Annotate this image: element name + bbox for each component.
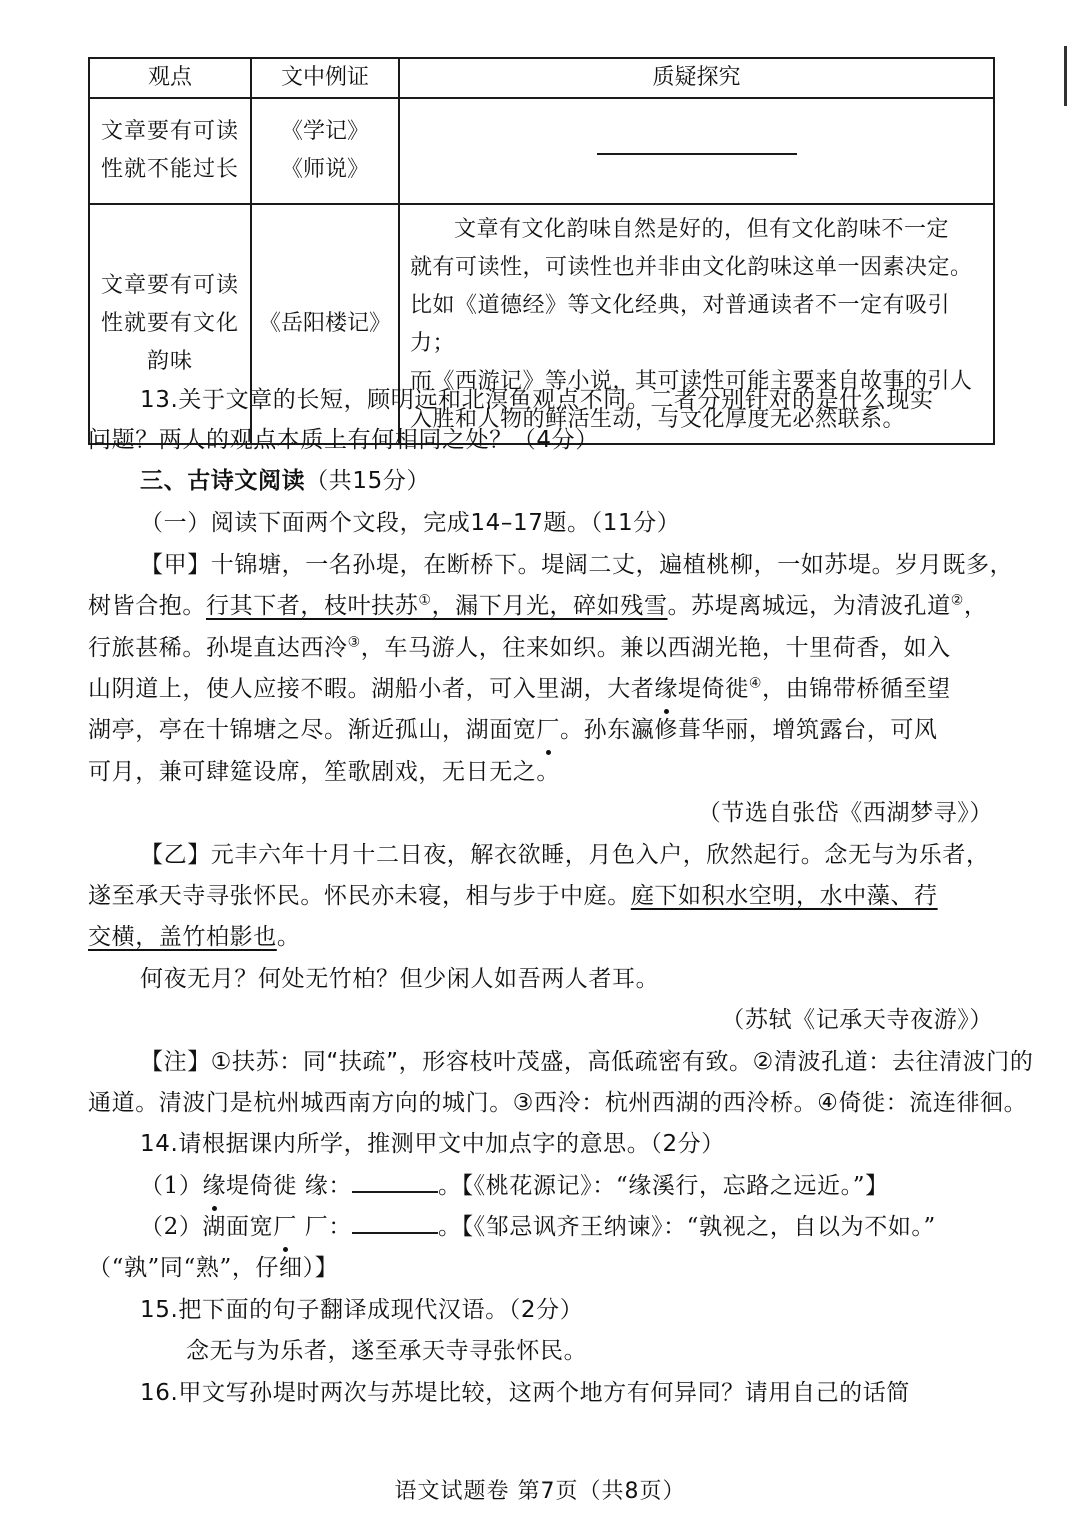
inquiry-line: 就有可读性，可读性也并非由文化韵味这单一因素决定。 <box>410 255 973 280</box>
header-evidence: 文中例证 <box>251 58 399 98</box>
passage-a-source: （节选自张岱《西湖梦寻》） <box>697 800 993 826</box>
passage-a-line: 行旅甚稀。孙堤直达西泠③，车马游人，往来如织。兼以西湖光艳，十里荷香，如入 <box>88 634 951 661</box>
header-inquiry: 质疑探究 <box>399 58 994 98</box>
section-3-score: （共15分） <box>305 468 431 494</box>
underlined-sentence: 行其下者，枝叶扶苏①，漏下月光，碎如残雪 <box>206 592 668 619</box>
page-footer: 语文试题卷 第7页（共8页） <box>394 1479 686 1504</box>
inquiry-line: 文章有文化韵味自然是好的，但有文化韵味不一定 <box>454 217 950 242</box>
question-14-item-2: （2）湖面宽厂 厂： 。【《邹忌讽齐王纳谏》：“孰视之，自以为不如。” <box>140 1210 993 1244</box>
page-edge-mark <box>1064 46 1067 106</box>
notes-line: 【注】①扶苏：同“扶疏”，形容枝叶茂盛，高低疏密有致。②清波孔道：去往清波门的 <box>140 1049 1034 1075</box>
passage-a-line: 湖亭，亭在十锦塘之尽。渐近孤山，湖面宽厂。孙东瀛修葺华丽，增筑露台，可风 <box>88 713 993 747</box>
passage-b-source: （苏轼《记承天寺夜游》） <box>721 1007 993 1033</box>
inquiry-line: 比如《道德经》等文化经典，对普通读者不一定有吸引力； <box>410 293 951 356</box>
question-14-item-1: （1）缘堤倚徙 缘： 。【《桃花源记》：“缘溪行，忘路之远近。”】 <box>140 1169 993 1203</box>
passage-a-line: 【甲】十锦塘，一名孙堤，在断桥下。堤阔二丈，遍植桃柳，一如苏堤。岁月既多， <box>140 552 1014 578</box>
passage-b-line: 何夜无月？何处无竹柏？但少闲人如吾两人者耳。 <box>140 966 660 992</box>
section-3-heading <box>140 464 993 498</box>
passage-b-line: 【乙】元丰六年十月十二日夜，解衣欲睡，月色入户，欣然起行。念无与为乐者， <box>140 842 990 868</box>
question-14-title: 14.请根据课内所学，推测甲文中加点字的意思。（2分） <box>140 1131 725 1157</box>
underlined-sentence: 庭下如积水空明，水中藻、荇 <box>630 883 938 909</box>
question-13-line1: 13.关于文章的长短，顾明远和北溟鱼观点不同。二者分别针对的是什么现实 <box>140 387 934 413</box>
inquiry-line: 而《西游记》等小说，其可读性可能主要来自故事的引人 <box>410 369 973 394</box>
passage-a-line: 可月，兼可肆筵设席，笙歌剧戏，无日无之。 <box>88 759 560 785</box>
passage-a-line: 山阴道上，使人应接不暇。湖船小者，可入里湖，大者缘堤倚徙④，由锦带桥循至望 <box>88 672 993 706</box>
answer-blank-line[interactable] <box>597 153 797 155</box>
question-14-item-2-cont: （“孰”同“熟”，仔细）】 <box>88 1255 339 1281</box>
question-16-line1: 16.甲文写孙堤时两次与苏堤比较，这两个地方有何异同？请用自己的话简 <box>140 1380 910 1406</box>
question-13-line2: 问题？两人的观点本质上有何相同之处？（4分） <box>88 427 599 453</box>
view-text: 性就要有文化 <box>100 311 239 336</box>
evidence-text: 《学记》 <box>280 119 369 144</box>
emphasis-dot-char: 缘 <box>202 1169 226 1203</box>
emphasis-dot-char: 缘 <box>654 672 678 706</box>
emphasis-dot-char: 厂 <box>536 713 560 747</box>
notes-line: 通道。清波门是杭州城西南方向的城门。③西泠：杭州西湖的西泠桥。④倚徙：流连徘徊。 <box>88 1090 1028 1116</box>
emphasis-dot-char: 厂 <box>273 1210 297 1244</box>
view-cell <box>89 98 251 204</box>
evidence-text: 《岳阳楼记》 <box>258 311 391 336</box>
passage-b-line: 遂至承天寺寻张怀民。怀民亦未寝，相与步于中庭。庭下如积水空明，水中藻、荇 <box>88 883 938 909</box>
inquiry-line: 入胜和人物的鲜活生动，与文化厚度无必然联系。 <box>410 407 906 432</box>
question-15-sentence: 念无与为乐者，遂至承天寺寻张怀民。 <box>186 1338 588 1364</box>
view-text: 性就不能过长 <box>100 157 239 182</box>
table-header-row <box>89 58 994 98</box>
underlined-sentence: 交横，盖竹柏影也 <box>88 924 277 950</box>
section-3-title: 三、古诗文阅读 <box>140 468 306 494</box>
answer-blank[interactable] <box>352 1212 438 1234</box>
view-text: 韵味 <box>146 349 193 374</box>
inquiry-answer-cell[interactable] <box>399 98 994 204</box>
evidence-cell <box>251 98 399 204</box>
view-text: 文章要有可读 <box>100 119 239 144</box>
evidence-text: 《师说》 <box>280 157 369 182</box>
question-15-title: 15.把下面的句子翻译成现代汉语。（2分） <box>140 1297 584 1323</box>
header-view: 观点 <box>89 58 251 98</box>
table-row <box>89 98 994 204</box>
passage-a-line: 树皆合抱。行其下者，枝叶扶苏①，漏下月光，碎如残雪。苏堤离城远，为清波孔道②， <box>88 592 988 619</box>
part-1-title: （一）阅读下面两个文段，完成14–17题。（11分） <box>140 510 681 536</box>
passage-b-line: 交横，盖竹柏影也。 <box>88 924 301 950</box>
view-text: 文章要有可读 <box>100 273 239 298</box>
answer-blank[interactable] <box>352 1171 438 1193</box>
